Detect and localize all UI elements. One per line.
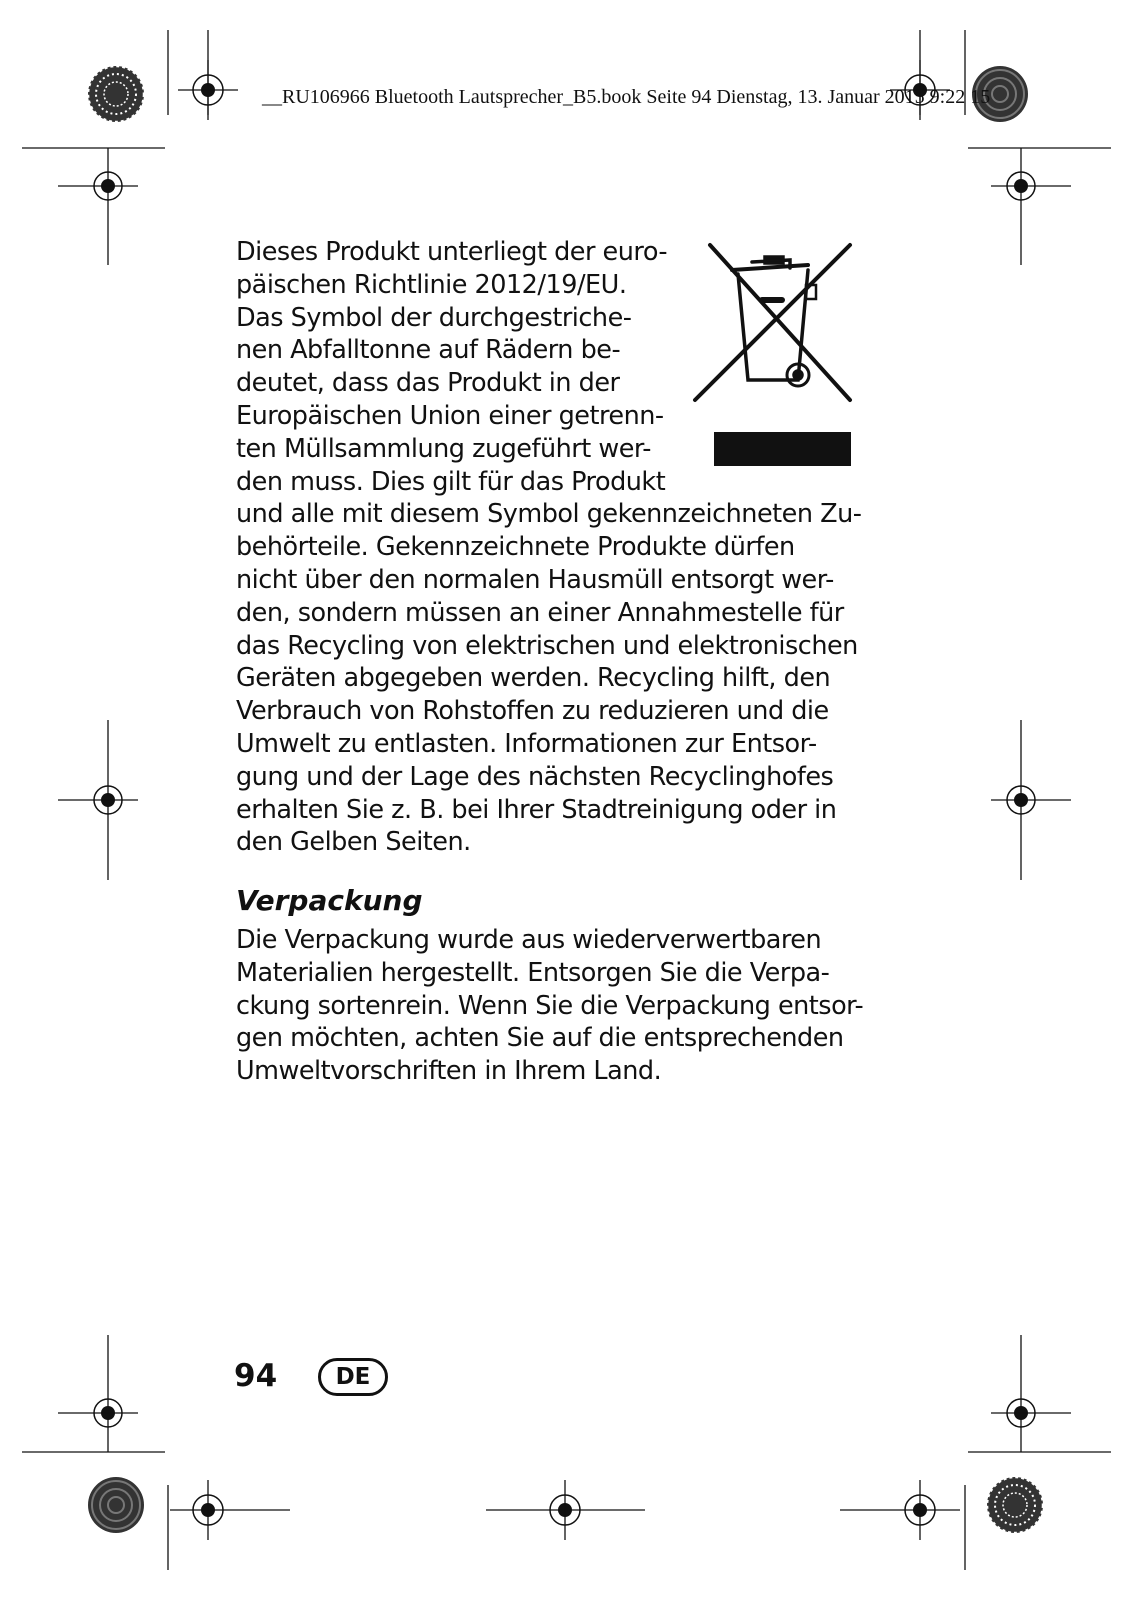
text-line: nen Abfalltonne auf Rädern be- bbox=[236, 335, 621, 366]
text-line: Verbrauch von Rohstoffen zu reduzieren und die bbox=[236, 696, 829, 727]
text-line: Dieses Produkt unterliegt der euro- bbox=[236, 237, 668, 267]
text-line: behörteile. Gekennzeichnete Produkte dürfen bbox=[236, 532, 795, 563]
disposal-paragraph bbox=[236, 236, 861, 859]
text-line: den, sondern müssen an einer Annahmestelle für bbox=[236, 597, 844, 628]
text-line: Das Symbol der durchgestriche- bbox=[236, 302, 632, 333]
text-line: erhalten Sie z. B. bei Ihrer Stadtreinigung oder in bbox=[236, 794, 837, 825]
registration-mark-icon bbox=[58, 786, 138, 814]
registration-mark-icon bbox=[991, 1399, 1071, 1427]
registration-mark-icon bbox=[58, 172, 138, 200]
text-line: gung und der Lage des nächsten Recyclinghofes bbox=[236, 761, 834, 792]
registration-mark-icon bbox=[178, 60, 238, 120]
page-number: 94 bbox=[234, 1358, 278, 1394]
text-line: deutet, dass das Produkt in der bbox=[236, 368, 620, 399]
registration-mark-icon bbox=[991, 786, 1071, 814]
starburst-target-icon bbox=[88, 1477, 144, 1533]
registration-mark-icon bbox=[58, 1399, 138, 1427]
print-slug: __RU106966 Bluetooth Lautsprecher_B5.book Seite 94 Dienstag, 13. Januar 2015 9:22 15 bbox=[262, 86, 991, 108]
text-line: Geräten abgegeben werden. Recycling hilft, den bbox=[236, 663, 831, 694]
text-line: Materialien hergestellt. Entsorgen Sie die Verpa- bbox=[236, 957, 830, 988]
registration-mark-icon bbox=[991, 172, 1071, 200]
starburst-target-icon bbox=[987, 1477, 1043, 1533]
text-line: Europäischen Union einer getrenn- bbox=[236, 400, 664, 431]
text-line: Umweltvorschriften in Ihrem Land. bbox=[236, 1056, 662, 1087]
text-line: das Recycling von elektrischen und elektronischen bbox=[236, 630, 858, 661]
text-line: gen möchten, achten Sie auf die entsprechenden bbox=[236, 1023, 844, 1054]
language-badge: DE bbox=[318, 1358, 388, 1396]
text-line: Umwelt zu entlasten. Informationen zur Entsor- bbox=[236, 728, 817, 759]
text-line: und alle mit diesem Symbol gekennzeichneten Zu- bbox=[236, 499, 862, 530]
packaging-paragraph bbox=[236, 924, 863, 1088]
text-line: ten Müllsammlung zugeführt wer- bbox=[236, 433, 651, 464]
text-line: Die Verpackung wurde aus wiederverwertbaren bbox=[236, 925, 822, 955]
starburst-target-icon bbox=[88, 66, 144, 122]
text-line: den muss. Dies gilt für das Produkt bbox=[236, 466, 666, 497]
text-line: den Gelben Seiten. bbox=[236, 827, 471, 858]
text-line: päischen Richtlinie 2012/19/EU. bbox=[236, 269, 627, 300]
text-line: nicht über den normalen Hausmüll entsorgt wer- bbox=[236, 564, 834, 595]
section-heading: Verpackung bbox=[236, 884, 423, 917]
text-line: ckung sortenrein. Wenn Sie die Verpackung entsor- bbox=[236, 990, 864, 1021]
